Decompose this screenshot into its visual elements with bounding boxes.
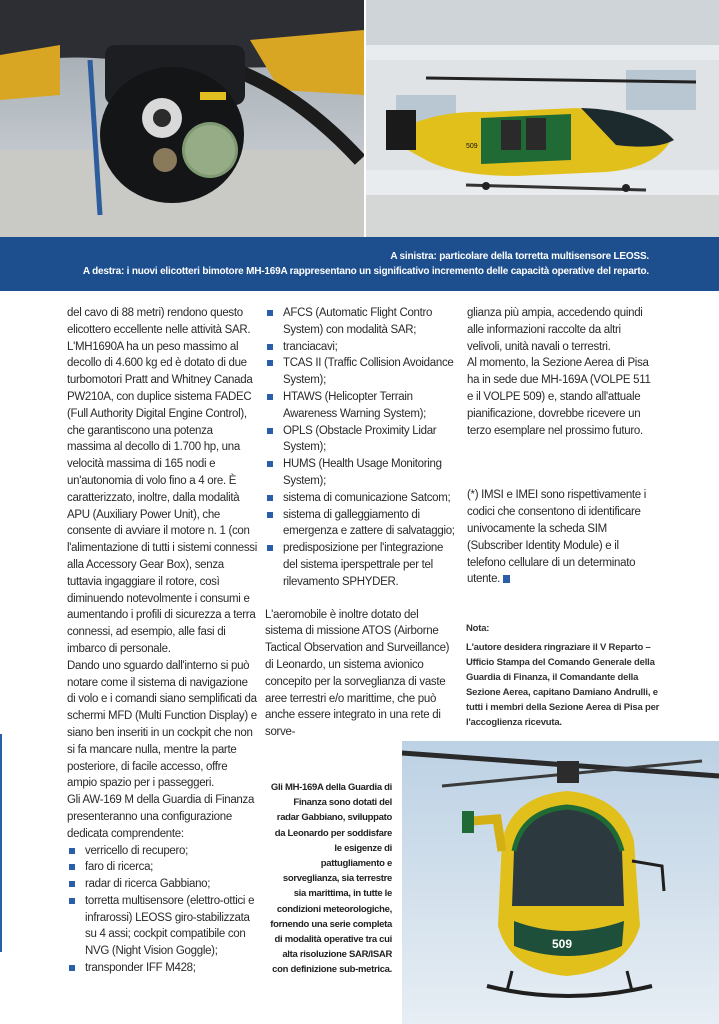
radar-caption: Gli MH-169A della Guardia di Finanza sono dotati del radar Gabbiano, sviluppato da Leonardo per soddisfare le esigenze di pattugliamento e sorveglianza, sia terrestre sia marittima, in tutte le condizioni meteorologiche, fornendo una serie completa di modalità operative tra cui alta risoluzione SAR/ISAR con definizione sub-metrica. (270, 782, 392, 976)
paragraph: Dando uno sguardo dall'interno si può notare come il sistema di navigazione di volo e i comandi siano semplificati da schermi MFD (Multi Function Display) e siano ben inseriti in un cockpit che non si fa mancare nulla, mentre la parte posteriore, di facile accesso, offre ampio spazio per i passeggeri. (67, 659, 257, 790)
photo-caption-band (0, 237, 719, 291)
text-column-1 (67, 305, 257, 977)
footnote-text: (*) IMSI e IMEI sono rispettivamente i codici che consentono di identificare univocamente la scheda SIM (Subscriber Identity Module) e il telefono cellulare di un determinato utente. (467, 489, 647, 586)
list-item: radar di ricerca Gabbiano; (67, 876, 257, 893)
list-item: verricello di recupero; (67, 843, 257, 860)
footnote (467, 487, 657, 588)
paragraph: L'aeromobile è inoltre dotato del sistema di missione ATOS (Airborne Tactical Observation and Surveillance) di Leonardo, un sistema avionico concepito per la sorveglianza di vaste aree terrestri e/o marittime, che può anche essere integrato in una rete di sorve- (265, 608, 450, 739)
caption-right: A destra: i nuovi elicotteri bimotore MH-169A rappresentano un significativo incremento delle capacità operative del reparto. (82, 266, 649, 277)
hangar-photo (366, 0, 719, 237)
list-item: HUMS (Health Usage Monitoring System); (265, 456, 455, 490)
paragraph: Gli AW-169 M della Guardia di Finanza presenteranno una configurazione dedicata comprendente: (67, 794, 255, 840)
list-item: transponder IFF M428; (67, 960, 257, 977)
list-item: AFCS (Automatic Flight Contro System) con modalità SAR; (265, 305, 455, 339)
list-item: OPLS (Obstacle Proximity Lidar System); (265, 423, 455, 457)
paragraph: Al momento, la Sezione Aerea di Pisa ha in sede due MH-169A (VOLPE 511 e il VOLPE 509) e, stando all'attuale pianificazione, dovrebbe ricevere un terzo esemplare nel prossimo futuro. (467, 357, 651, 437)
list-item: sistema di comunicazione Satcom; (265, 490, 455, 507)
paragraph: L'MH1690A ha un peso massimo al decollo di 4.600 kg ed è dotato di due turbomotori Pratt and Whitney Canada PW210A, con duplice sistema FADEC (Full Authority Digital Engine Control), che garantiscono una potenza massima al decollo di 1.700 hp, una velocità massima di 165 nodi e un'autonomia di volo fino a 4 ore. È caratterizzato, inoltre, dalla modalità APU (Auxiliary Power Unit), che consente di avviare il motore n. 1 (con l'alimentazione di tutti i sistemi connessi alla Accessory Gear Box), senza tuttavia ingaggiare il rotore, così diminuendo notevolmente i consumi e aumentando i profili di sicurezza a terra connessi, ad esempio, alle fasi di imbarco di personale. (67, 340, 257, 655)
note-title: Nota: (466, 623, 490, 634)
text-column-2 (265, 305, 455, 741)
caption-left: A sinistra: particolare della torretta multisensore LEOSS. (390, 251, 649, 262)
list-item: HTAWS (Helicopter Terrain Awareness Warning System); (265, 389, 455, 423)
paragraph: del cavo di 88 metri) rendono questo elicottero eccellente nelle attività SAR. (67, 307, 251, 336)
turret-photo (0, 0, 364, 237)
paragraph: glianza più ampia, accedendo quindi alle informazioni raccolte da altri velivoli, unità navali o terrestri. (467, 307, 643, 353)
hangar-tail-number: 509 (466, 143, 478, 150)
note-text: L'autore desidera ringraziare il V Reparto – Ufficio Stampa del Comando Generale della Guardia di Finanza, il Comandante della Sezione Aerea, capitano Damiano Andrulli, e tutti i membri della Sezione Aerea di Pisa per l'accoglienza ricevuta. (466, 642, 660, 728)
list-item: sistema di galleggiamento di emergenza e zattere di salvataggio; (265, 507, 455, 541)
equipment-list (265, 305, 455, 591)
list-item: tranciacavi; (265, 339, 455, 356)
flying-helicopter-photo (402, 741, 719, 1024)
list-item: torretta multisensore (elettro-ottici e infrarossi) LEOSS giro-stabilizzata su 4 assi; cockpit compatibile con NVG (Night Vision Goggle); (67, 893, 257, 960)
equipment-list (67, 843, 257, 977)
nose-number: 509 (552, 937, 573, 951)
end-mark-icon (503, 575, 510, 583)
margin-rule (0, 734, 2, 952)
list-item: TCAS II (Traffic Collision Avoidance System); (265, 355, 455, 389)
text-column-3 (467, 305, 657, 588)
list-item: predisposizione per l'integrazione del sistema iperspettrale per tel rilevamento SPHYDER. (265, 540, 455, 590)
acknowledgement-note (466, 621, 660, 730)
list-item: faro di ricerca; (67, 859, 257, 876)
